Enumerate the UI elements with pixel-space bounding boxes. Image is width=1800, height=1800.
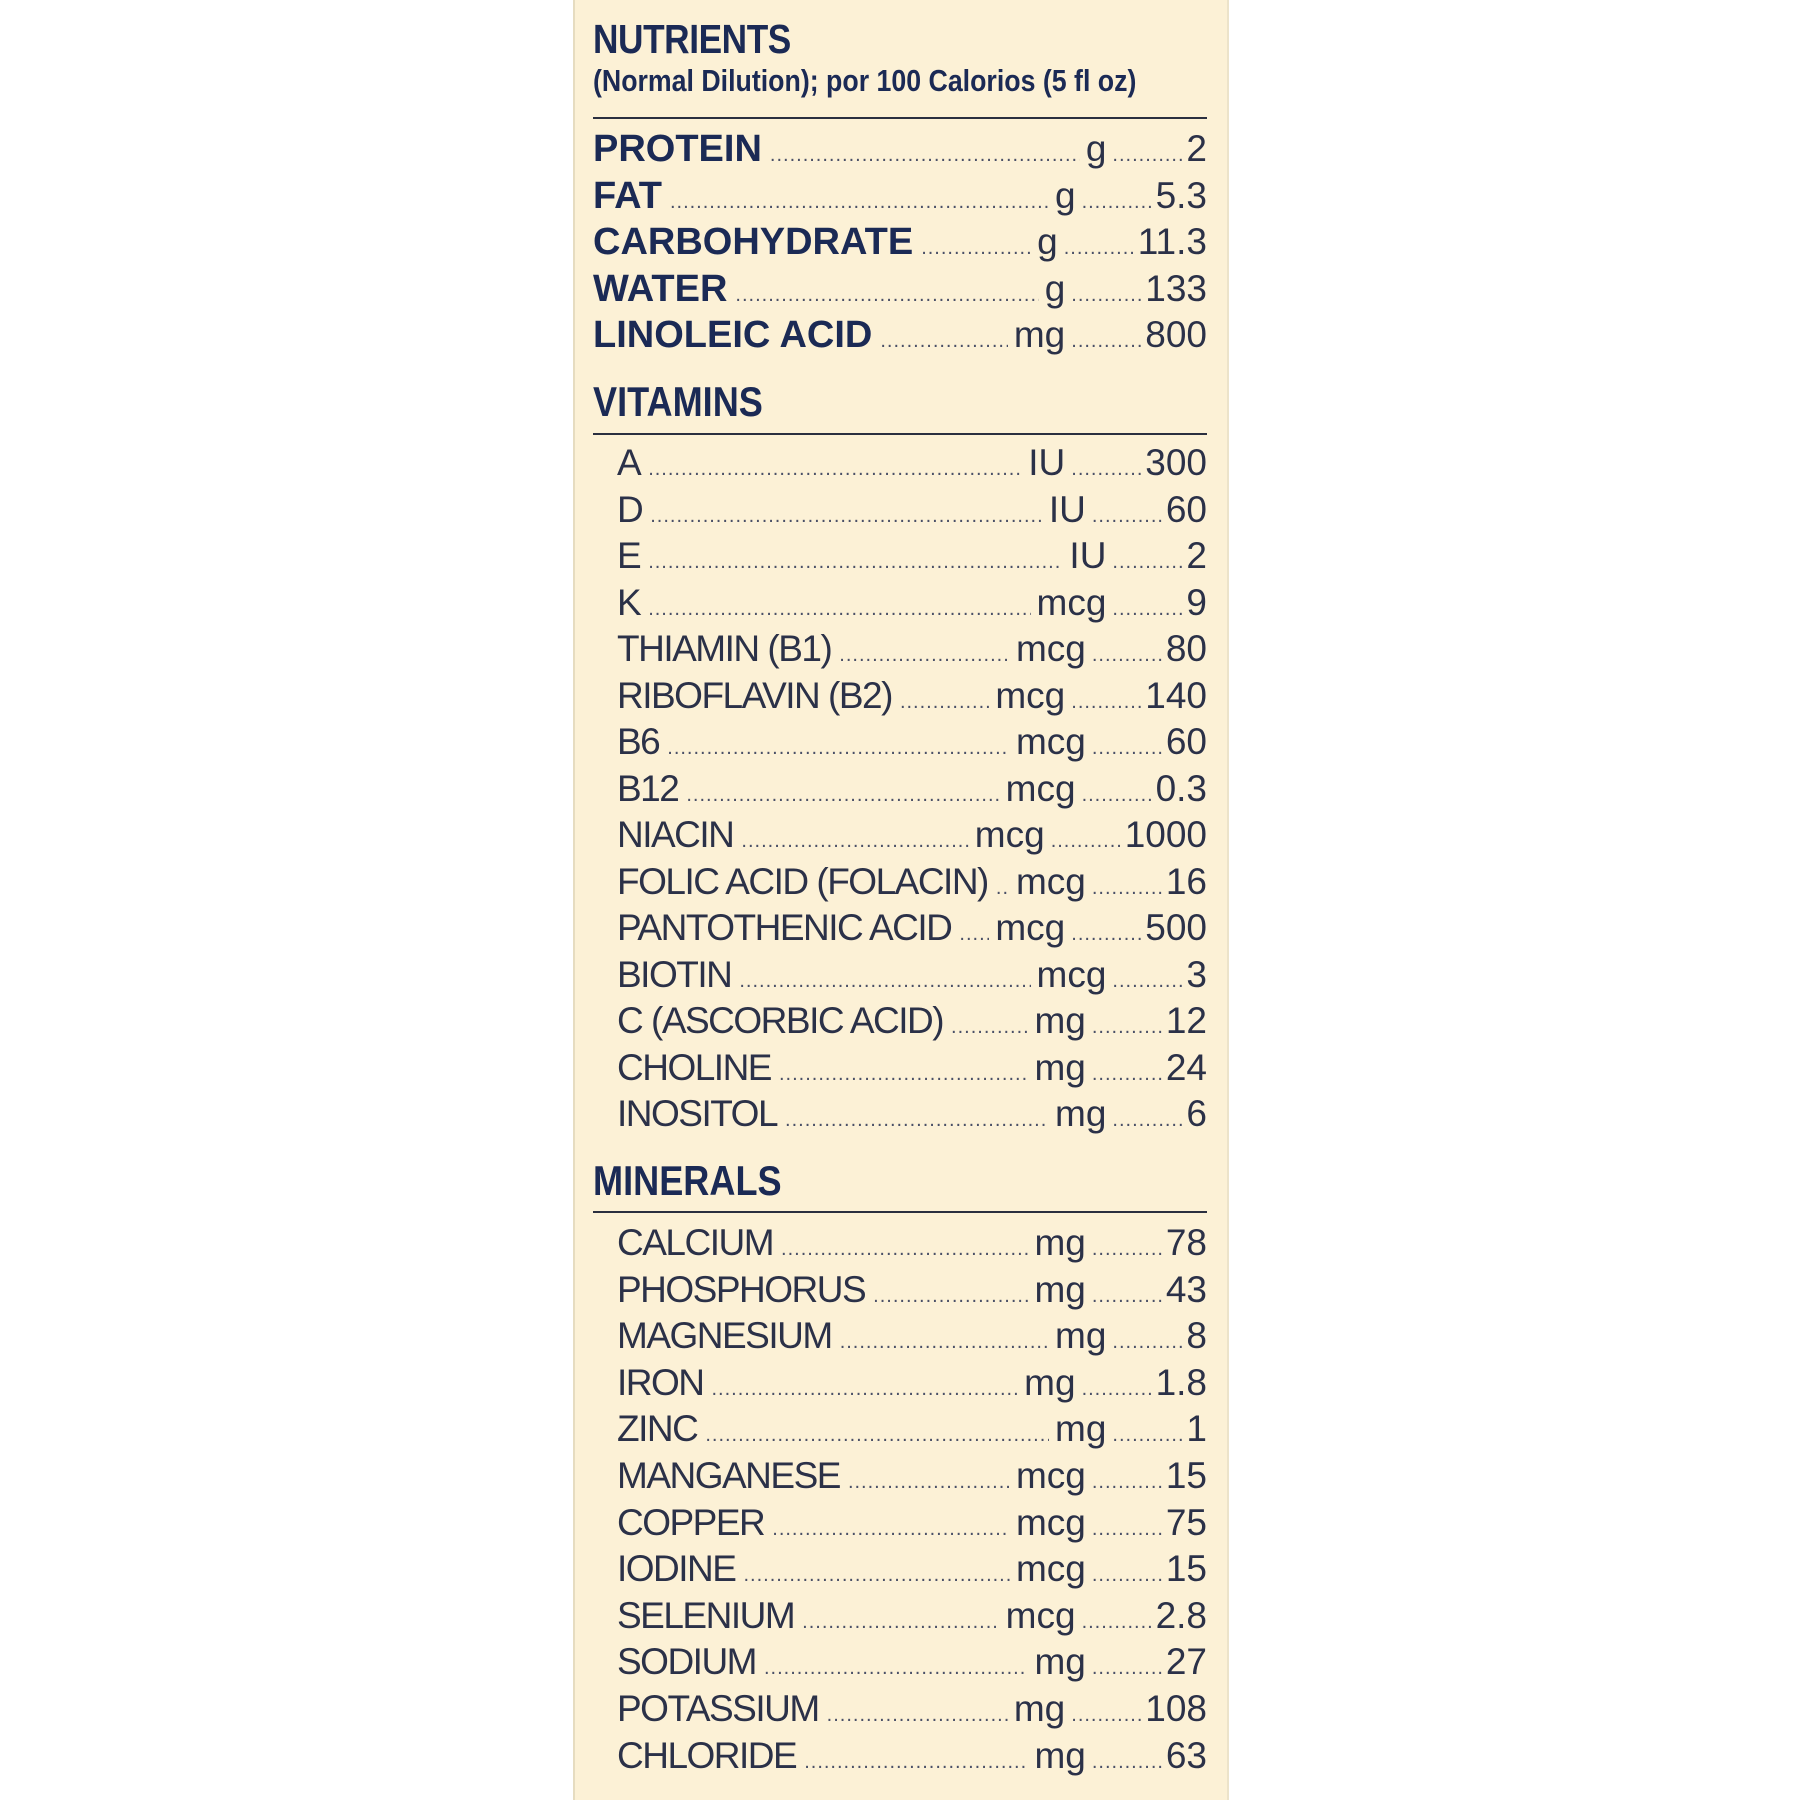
nutrient-value: 8	[1186, 1315, 1207, 1357]
nutrient-unit: mg	[1055, 1408, 1107, 1450]
nutrient-name: K	[617, 581, 641, 623]
nutrient-unit: mg	[1024, 1361, 1076, 1403]
nutrient-row	[617, 1315, 1207, 1359]
nutrient-unit: mg	[1034, 1222, 1086, 1263]
nutrient-value: 2	[1186, 128, 1207, 169]
leader-dots	[839, 644, 1010, 667]
nutrient-unit: g	[1044, 267, 1066, 309]
leader-dots	[1082, 784, 1152, 807]
leader-dots	[741, 830, 968, 853]
nutrient-name: E	[617, 535, 641, 576]
nutrient-value: 24	[1165, 1046, 1207, 1088]
nutrient-row	[617, 1548, 1207, 1592]
leader-dots	[1112, 598, 1182, 621]
leader-dots	[648, 598, 1030, 621]
nutrient-unit: mg	[1055, 1315, 1107, 1357]
nutrient-unit: mg	[1055, 1093, 1107, 1134]
nutrient-value: 15	[1165, 1548, 1207, 1590]
leader-dots	[1092, 1285, 1162, 1308]
leader-dots	[1071, 691, 1141, 714]
vitamins-divider	[593, 433, 1207, 435]
nutrient-unit: mg	[1013, 1688, 1066, 1729]
nutrient-row	[617, 1093, 1207, 1137]
nutrient-row	[617, 582, 1207, 626]
nutrient-name: IRON	[617, 1361, 704, 1403]
leader-dots	[1064, 237, 1134, 260]
nutrient-unit: mcg	[1005, 1594, 1076, 1636]
nutrient-name: SODIUM	[617, 1641, 756, 1683]
nutrient-name: PHOSPHORUS	[617, 1268, 866, 1310]
leader-dots	[900, 691, 989, 714]
nutrient-value: 11.3	[1137, 221, 1207, 262]
nutrient-row	[593, 221, 1207, 265]
nutrient-row	[617, 489, 1207, 533]
nutrient-value: 27	[1165, 1641, 1207, 1683]
nutrient-unit: IU	[1048, 488, 1086, 530]
nutrient-unit: g	[1085, 128, 1107, 169]
nutrient-name: PROTEIN	[593, 128, 762, 170]
leader-dots	[770, 144, 1080, 167]
nutrient-name: B6	[617, 721, 660, 762]
leader-dots	[1092, 877, 1162, 900]
nutrient-unit: mcg	[995, 674, 1066, 716]
nutrient-unit: mcg	[1036, 953, 1107, 995]
nutrient-row	[617, 1502, 1207, 1546]
leader-dots	[667, 737, 1010, 760]
nutrient-value: 43	[1165, 1268, 1207, 1310]
leader-dots	[1082, 191, 1152, 214]
leader-dots	[764, 1657, 1028, 1680]
leader-dots	[1112, 1424, 1182, 1447]
nutrients-subtitle: (Normal Dilution); por 100 Calorios (5 fl oz)	[593, 63, 1137, 98]
leader-dots	[1082, 1611, 1152, 1634]
nutrient-name: C (ASCORBIC ACID)	[617, 1000, 944, 1041]
nutrient-value: 0.3	[1155, 767, 1207, 809]
nutrient-value: 78	[1165, 1222, 1207, 1263]
nutrient-unit: mcg	[1015, 1501, 1086, 1543]
nutrient-value: 2.8	[1155, 1594, 1207, 1636]
nutrient-row	[593, 314, 1207, 358]
leader-dots	[840, 1331, 1049, 1354]
leader-dots	[1092, 1564, 1162, 1587]
nutrient-unit: IU	[1028, 442, 1066, 483]
nutrient-value: 140	[1145, 674, 1207, 716]
nutrient-value: 133	[1145, 267, 1207, 309]
nutrient-value: 5.3	[1155, 174, 1207, 216]
leader-dots	[951, 1016, 1028, 1039]
nutrient-value: 2	[1186, 535, 1207, 576]
nutrient-unit: mcg	[1015, 721, 1086, 762]
nutrient-unit: IU	[1069, 535, 1107, 576]
leader-dots	[1092, 1471, 1162, 1494]
nutrient-unit: mcg	[974, 814, 1045, 855]
nutrient-row	[617, 1362, 1207, 1406]
nutrient-unit: mg	[1034, 1268, 1086, 1310]
nutrient-value: 15	[1165, 1455, 1207, 1496]
nutrient-row	[617, 954, 1207, 998]
nutrient-name: CHLORIDE	[617, 1734, 797, 1776]
nutrient-name: WATER	[593, 267, 728, 310]
leader-dots	[1092, 737, 1162, 760]
leader-dots	[1071, 1704, 1141, 1727]
nutrient-value: 75	[1165, 1501, 1207, 1543]
nutrient-value: 1	[1186, 1408, 1207, 1450]
leader-dots	[802, 1611, 1000, 1634]
leader-dots	[1092, 1657, 1162, 1680]
nutrient-unit: mg	[1034, 1000, 1086, 1041]
minerals-title: MINERALS	[593, 1157, 782, 1204]
nutrient-value: 60	[1165, 721, 1207, 762]
nutrient-value: 60	[1165, 488, 1207, 530]
leader-dots	[921, 237, 1031, 260]
leader-dots	[1092, 1016, 1162, 1039]
nutrient-row	[617, 628, 1207, 672]
leader-dots	[1112, 1109, 1182, 1132]
nutrient-name: INOSITOL	[617, 1093, 778, 1134]
leader-dots	[1092, 1063, 1162, 1086]
nutrient-unit: mg	[1034, 1046, 1086, 1088]
leader-dots	[873, 1285, 1028, 1308]
leader-dots	[1071, 330, 1141, 353]
nutrient-value: 80	[1165, 628, 1207, 669]
leader-dots	[1051, 830, 1121, 853]
nutrient-row	[617, 1735, 1207, 1779]
leader-dots	[880, 330, 1008, 353]
nutrient-name: ZINC	[617, 1408, 698, 1450]
nutrient-row	[593, 175, 1207, 219]
nutrient-value: 12	[1165, 1000, 1207, 1041]
leader-dots	[743, 1564, 1009, 1587]
nutrient-row	[617, 1269, 1207, 1313]
leader-dots	[712, 1378, 1019, 1401]
nutrient-name: RIBOFLAVIN (B2)	[617, 674, 892, 716]
nutrient-row	[617, 1641, 1207, 1685]
nutrient-value: 108	[1145, 1688, 1207, 1729]
nutrient-name: POTASSIUM	[617, 1688, 819, 1729]
nutrient-value: 300	[1145, 442, 1207, 483]
nutrients-divider	[593, 117, 1207, 119]
nutrient-unit: mcg	[1015, 628, 1086, 669]
nutrient-unit: g	[1037, 221, 1058, 262]
nutrient-unit: mcg	[1005, 767, 1076, 809]
leader-dots	[1092, 644, 1162, 667]
nutrient-unit: mg	[1013, 314, 1066, 355]
nutrient-name: CARBOHYDRATE	[593, 221, 914, 263]
leader-dots	[686, 784, 999, 807]
leader-dots	[1092, 1518, 1162, 1541]
nutrient-name: MAGNESIUM	[617, 1315, 832, 1357]
leader-dots	[1071, 923, 1141, 946]
nutrient-name: FOLIC ACID (FOLACIN)	[617, 860, 988, 902]
nutrient-name: CALCIUM	[617, 1222, 774, 1263]
nutrient-value: 16	[1165, 860, 1207, 902]
nutrient-row	[617, 675, 1207, 719]
leader-dots	[1071, 458, 1141, 481]
nutrient-row	[617, 1408, 1207, 1452]
nutrient-name: PANTOTHENIC ACID	[617, 907, 952, 948]
nutrient-row	[617, 535, 1207, 579]
nutrient-value: 3	[1186, 953, 1207, 995]
nutrient-row	[617, 1455, 1207, 1499]
leader-dots	[827, 1704, 1008, 1727]
nutrient-unit: mg	[1034, 1734, 1086, 1776]
nutrient-name: CHOLINE	[617, 1046, 771, 1088]
nutrient-name: A	[617, 442, 641, 483]
nutrient-row	[593, 128, 1207, 172]
nutrient-row	[617, 1222, 1207, 1266]
leader-dots	[648, 551, 1063, 574]
nutrient-unit: mcg	[1015, 1548, 1086, 1590]
nutrient-name: IODINE	[617, 1548, 736, 1590]
nutrient-value: 800	[1145, 314, 1207, 355]
nutrient-value: 63	[1165, 1734, 1207, 1776]
leader-dots	[1071, 284, 1141, 307]
leader-dots	[705, 1424, 1049, 1447]
nutrient-name: NIACIN	[617, 814, 734, 855]
leader-dots	[1112, 551, 1182, 574]
nutrient-unit: g	[1054, 174, 1076, 216]
leader-dots	[648, 458, 1022, 481]
nutrient-unit: mcg	[1036, 581, 1107, 623]
leader-dots	[804, 1751, 1028, 1774]
leader-dots	[735, 284, 1038, 307]
nutrient-row	[617, 721, 1207, 765]
leader-dots	[1092, 1238, 1162, 1261]
leader-dots	[650, 505, 1043, 528]
leader-dots	[848, 1471, 1010, 1494]
nutrient-value: 9	[1186, 581, 1207, 623]
leader-dots	[1112, 144, 1182, 167]
nutrient-name: SELENIUM	[617, 1594, 795, 1636]
leader-dots	[1112, 970, 1182, 993]
vitamins-title: VITAMINS	[593, 378, 763, 425]
nutrient-name: MANGANESE	[617, 1455, 840, 1496]
leader-dots	[670, 191, 1049, 214]
nutrient-name: D	[617, 488, 643, 530]
nutrient-row	[617, 1595, 1207, 1639]
leader-dots	[1112, 1331, 1182, 1354]
leader-dots	[996, 877, 1010, 900]
nutrient-name: BIOTIN	[617, 953, 732, 995]
nutrient-value: 1000	[1124, 814, 1207, 855]
nutrient-value: 6	[1186, 1093, 1207, 1134]
nutrient-unit: mcg	[1015, 1455, 1086, 1496]
leader-dots	[1092, 505, 1162, 528]
nutrient-row	[617, 1000, 1207, 1044]
nutrient-unit: mcg	[1015, 860, 1086, 902]
nutrient-name: COPPER	[617, 1501, 765, 1543]
leader-dots	[772, 1518, 1010, 1541]
nutrient-name: FAT	[593, 174, 662, 217]
nutrient-row	[617, 768, 1207, 812]
leader-dots	[959, 923, 989, 946]
nutrient-unit: mg	[1034, 1641, 1086, 1683]
nutrients-title: NUTRIENTS	[593, 16, 791, 62]
nutrient-value: 1.8	[1155, 1361, 1207, 1403]
leader-dots	[1082, 1378, 1152, 1401]
leader-dots	[739, 970, 1030, 993]
leader-dots	[781, 1238, 1028, 1261]
nutrient-row	[617, 1047, 1207, 1091]
nutrient-row	[593, 268, 1207, 312]
nutrient-name: THIAMIN (B1)	[617, 628, 832, 669]
nutrient-row	[617, 442, 1207, 486]
nutrition-label-panel	[573, 0, 1229, 1800]
nutrient-row	[617, 907, 1207, 951]
nutrient-unit: mcg	[995, 907, 1066, 948]
nutrient-name: B12	[617, 767, 679, 809]
minerals-divider	[593, 1211, 1207, 1213]
leader-dots	[779, 1063, 1028, 1086]
nutrient-row	[617, 1688, 1207, 1732]
nutrient-row	[617, 814, 1207, 858]
leader-dots	[1092, 1751, 1162, 1774]
leader-dots	[785, 1109, 1049, 1132]
nutrient-value: 500	[1145, 907, 1207, 948]
nutrient-row	[617, 861, 1207, 905]
nutrient-name: LINOLEIC ACID	[593, 314, 873, 356]
